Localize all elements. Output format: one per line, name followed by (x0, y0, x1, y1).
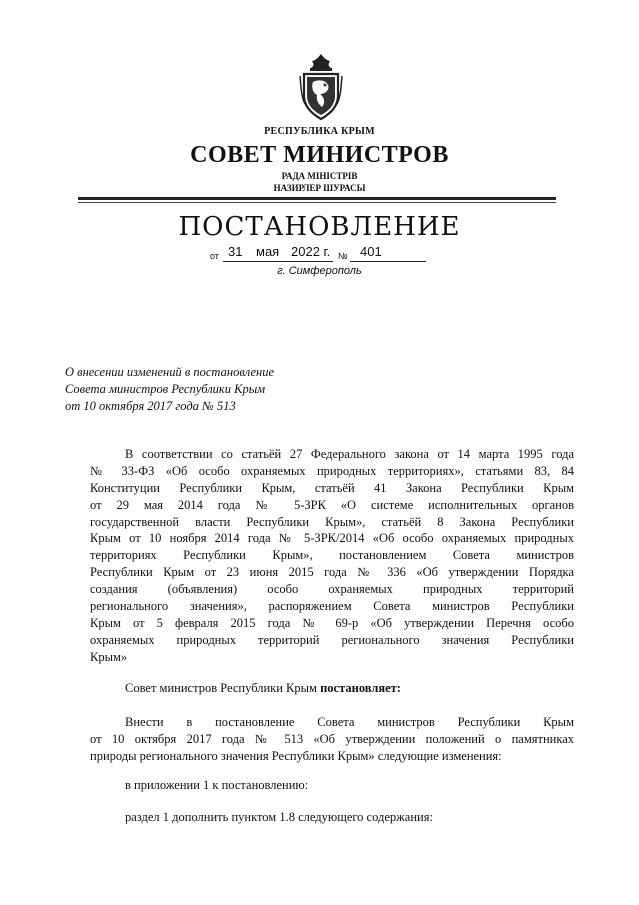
header-divider (78, 197, 556, 200)
resolves-keyword: постановляет: (320, 681, 401, 695)
preamble-line: Крым» (90, 650, 128, 664)
subject-line: Совета министров Республики Крым (65, 382, 266, 396)
preamble-line: Конституции Республики Крым, статьёй 41 Закона Республики Крым (90, 481, 574, 495)
preamble-line: регионального значения», распоряжением Совета министров Республики (90, 599, 574, 613)
amendment-line: Внести в постановление Совета министров Республики Крым (125, 715, 574, 729)
preamble-line: охраняемых природных территорий регионального значения Республики (90, 633, 574, 647)
preamble-line: Крым от 10 ноября 2014 года № 5-ЗРК/2014 «Об особо охраняемых природных (90, 531, 574, 545)
preamble-line: № 33-ФЗ «Об особо охраняемых природных территориях», статьями 83, 84 (90, 464, 574, 478)
decree-number: 401 (360, 244, 382, 259)
number-underline (350, 261, 426, 262)
preamble-line: государственной власти Республики Крым», статьёй 8 Закона Республики (90, 515, 574, 529)
date-from-label: от (210, 251, 219, 261)
section-paragraph: раздел 1 дополнить пунктом 1.8 следующего содержания: (125, 810, 433, 824)
preamble-line: от 29 мая 2014 года № 5-ЗРК «О системе исполнительных органов (90, 498, 574, 512)
date-underline (223, 261, 333, 262)
resolves-text: Совет министров Республики Крым (125, 681, 321, 695)
decree-city: г. Симферополь (277, 265, 362, 277)
amendment-line: от 10 октября 2017 года № 513 «Об утверждении положений о памятниках (90, 732, 574, 746)
crimea-coat-of-arms-icon (298, 52, 344, 122)
subject-line: от 10 октября 2017 года № 513 (65, 399, 236, 413)
preamble-line: Крым от 5 февраля 2015 года № 69-р «Об утверждении Перечня особо (90, 616, 574, 630)
council-name-ukrainian: РАДА МІНІСТРІВ (281, 171, 358, 181)
resolves-paragraph (125, 681, 401, 696)
decree-subject (65, 364, 274, 415)
preamble-line: В соответствии со статьёй 27 Федерального закона от 14 марта 1995 года (125, 447, 574, 461)
date-day: 31 (228, 244, 243, 259)
date-month: мая (256, 244, 280, 259)
number-label: № (338, 251, 348, 261)
document-title: ПОСТАНОВЛЕНИЕ (178, 212, 461, 242)
subject-line: О внесении изменений в постановление (65, 365, 275, 379)
council-name: СОВЕТ МИНИСТРОВ (190, 142, 449, 168)
republic-name: РЕСПУБЛИКА КРЫМ (264, 126, 375, 137)
decree-dateline (210, 244, 430, 264)
appendix-paragraph: в приложении 1 к постановлению: (125, 778, 309, 792)
preamble-line: Республики Крым от 23 июня 2015 года № 336 «Об утверждении Порядка (90, 565, 574, 579)
council-name-crimean-tatar: НАЗИРЛЕР ШУРАСЫ (273, 183, 366, 193)
amendment-line: природы регионального значения Республики Крым» следующие изменения: (90, 749, 502, 763)
preamble-line: создания (объявления) особо охраняемых природных территорий (90, 582, 574, 596)
preamble-line: территориях Республики Крым», постановлением Совета министров (90, 548, 574, 562)
header-divider-thin (78, 202, 556, 203)
date-year: 2022 г. (291, 244, 331, 259)
